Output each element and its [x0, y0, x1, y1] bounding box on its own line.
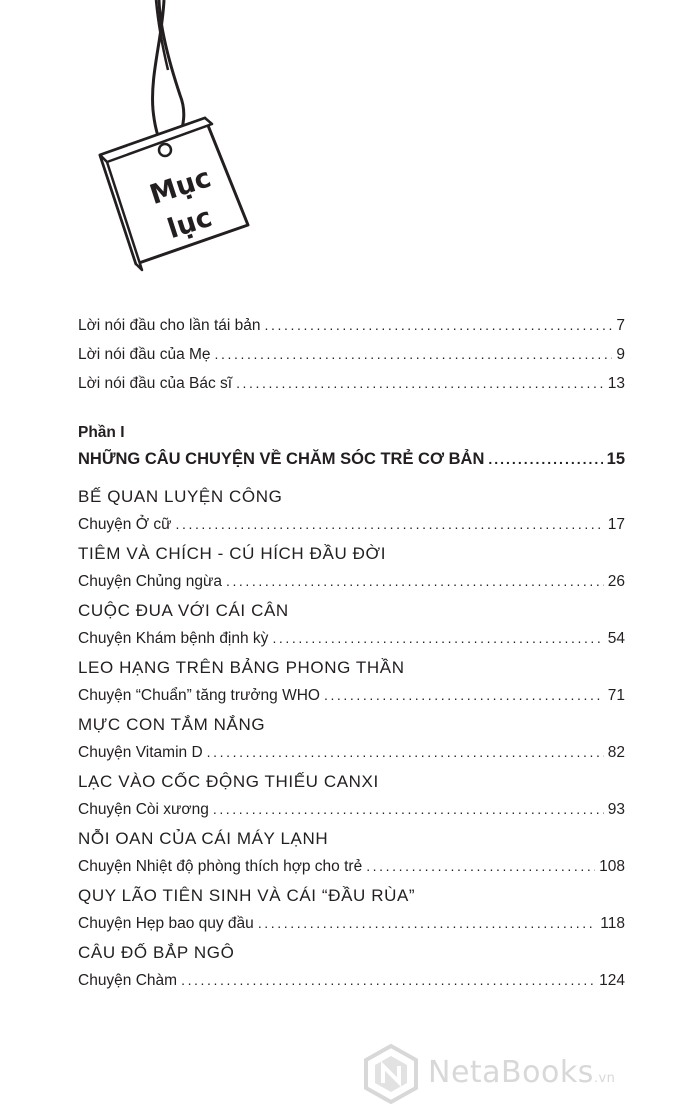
toc-entry[interactable]	[78, 913, 625, 934]
toc-entry-title: Chuyện Chàm	[78, 972, 178, 989]
dot-leader	[213, 799, 604, 819]
toc-entry-title: Lời nói đầu của Bác sĩ	[78, 375, 233, 392]
chapter-block	[78, 885, 625, 942]
netabooks-watermark	[360, 1043, 690, 1105]
chapter-block	[78, 600, 625, 657]
netabooks-logo-icon	[360, 1043, 422, 1105]
toc-entry-title: Chuyện Ở cữ	[78, 516, 172, 533]
toc-entry-title: Lời nói đầu cho lần tái bản	[78, 317, 261, 334]
chapter-heading: QUY LÃO TIÊN SINH VÀ CÁI “ĐẦU RÙA”	[78, 886, 416, 905]
toc-entry-title: Lời nói đầu của Mẹ	[78, 346, 211, 363]
toc-entry-page: 54	[607, 630, 625, 647]
chapter-block	[78, 657, 625, 714]
dot-leader	[175, 514, 603, 534]
watermark-text	[428, 1055, 615, 1090]
chapter-list	[78, 486, 625, 999]
preface-list	[78, 315, 625, 394]
dot-leader	[258, 913, 596, 933]
toc-entry-page: 108	[599, 858, 625, 875]
dot-leader	[226, 571, 604, 591]
toc-entry-page: 26	[607, 573, 625, 590]
toc-entry[interactable]	[78, 315, 625, 336]
chapter-block	[78, 714, 625, 771]
toc-entry[interactable]	[78, 685, 625, 706]
chapter-heading: CUỘC ĐUA VỚI CÁI CÂN	[78, 601, 289, 620]
tag-title-line1: Mục	[146, 162, 215, 212]
toc-entry[interactable]	[78, 742, 625, 763]
toc-entry-page: 17	[607, 516, 625, 533]
toc-entry-title: Chuyện “Chuẩn” tăng trưởng WHO	[78, 687, 320, 704]
dot-leader	[272, 628, 603, 648]
dot-leader	[207, 742, 604, 762]
chapter-heading: MỰC CON TẮM NẮNG	[78, 715, 266, 734]
toc-entry[interactable]	[78, 628, 625, 649]
toc-entry-page: 71	[607, 687, 625, 704]
chapter-heading: LẠC VÀO CỐC ĐỘNG THIẾU CANXI	[78, 772, 379, 791]
toc-entry-page: 118	[600, 915, 625, 932]
chapter-block	[78, 543, 625, 600]
toc-entry[interactable]	[78, 514, 625, 535]
chapter-heading: TIÊM VÀ CHÍCH - CÚ HÍCH ĐẦU ĐỜI	[78, 544, 387, 563]
dot-leader	[366, 856, 595, 876]
part-title-entry[interactable]	[78, 449, 625, 469]
toc-entry[interactable]	[78, 344, 625, 365]
toc-entry-page: 13	[607, 375, 625, 392]
toc-entry-page: 7	[616, 317, 625, 334]
dot-leader	[181, 970, 595, 990]
toc-entry-title: Chuyện Còi xương	[78, 801, 209, 818]
chapter-heading: BẾ QUAN LUYỆN CÔNG	[78, 487, 283, 506]
chapter-heading: NỖI OAN CỦA CÁI MÁY LẠNH	[78, 829, 329, 848]
watermark-brand: NetaBooks	[428, 1055, 594, 1090]
toc-entry-title: Chuyện Vitamin D	[78, 744, 203, 761]
chapter-heading: LEO HẠNG TRÊN BẢNG PHONG THẦN	[78, 658, 405, 677]
toc-entry[interactable]	[78, 799, 625, 820]
toc-entry-page: 82	[607, 744, 625, 761]
part-title: NHỮNG CÂU CHUYỆN VỀ CHĂM SÓC TRẺ CƠ BẢN	[78, 450, 485, 468]
dot-leader	[236, 373, 604, 393]
watermark-suffix: .vn	[593, 1071, 616, 1086]
chapter-block	[78, 942, 625, 999]
chapter-block	[78, 771, 625, 828]
chapter-block	[78, 486, 625, 543]
toc-entry-page: 9	[616, 346, 625, 363]
tag-title-line2: lục	[163, 201, 216, 246]
toc-entry-title: Chuyện Khám bệnh định kỳ	[78, 630, 269, 647]
part-heading	[78, 424, 625, 469]
dot-leader	[265, 315, 613, 335]
toc-entry[interactable]	[78, 373, 625, 394]
toc-entry[interactable]	[78, 970, 625, 991]
dot-leader	[215, 344, 613, 364]
chapter-heading: CÂU ĐỐ BẮP NGÔ	[78, 943, 235, 962]
hanging-tag-illustration	[0, 0, 700, 300]
toc-entry-page: 93	[607, 801, 625, 818]
chapter-block	[78, 828, 625, 885]
toc-entry-title: Chuyện Chủng ngừa	[78, 573, 222, 590]
toc-entry-title: Chuyện Hẹp bao quy đầu	[78, 915, 254, 932]
part-label: Phần I	[78, 424, 125, 441]
dot-leader	[488, 449, 602, 469]
toc-entry[interactable]	[78, 571, 625, 592]
toc-entry-title: Chuyện Nhiệt độ phòng thích hợp cho trẻ	[78, 858, 363, 875]
toc-entry[interactable]	[78, 856, 625, 877]
dot-leader	[324, 685, 604, 705]
toc-entry-page: 124	[599, 972, 625, 989]
part-page: 15	[606, 450, 625, 468]
